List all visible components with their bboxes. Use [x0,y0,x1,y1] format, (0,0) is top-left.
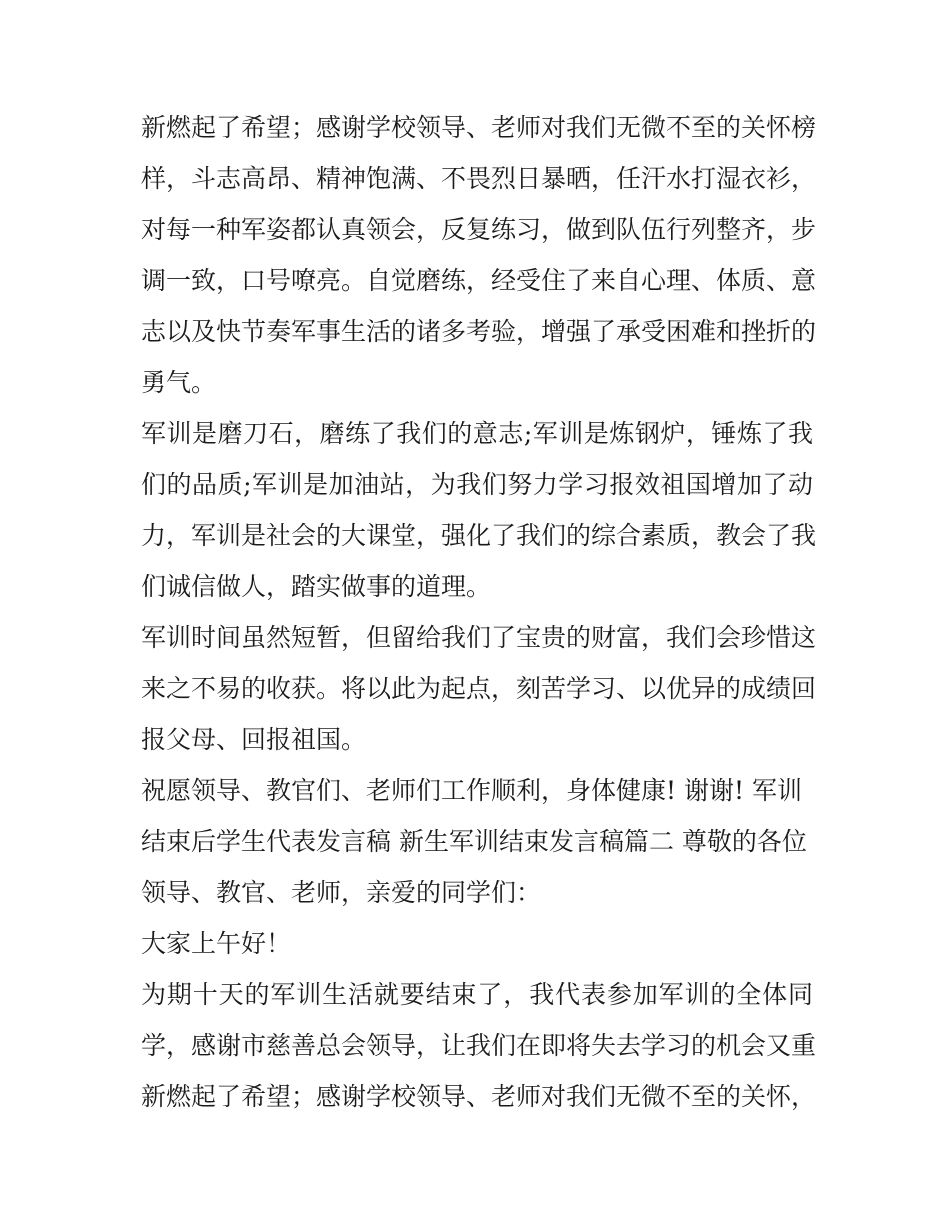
text-line-11: 军训时间虽然短暂，但留给我们了宝贵的财富，我们会珍惜这 [141,623,817,652]
text-line-2: 样，斗志高昂、精神饱满、不畏烈日暴晒，任汗水打湿衣衫， [141,164,817,193]
text-line-17: 大家上午好！ [141,929,292,958]
text-line-10: 们诚信做人，踏实做事的道理。 [141,572,492,601]
document-body [141,102,817,1122]
text-line-19: 学，感谢市慈善总会领导，让我们在即将失去学习的机会又重 [141,1031,817,1060]
text-line-15: 结束后学生代表发言稿 新生军训结束发言稿篇二 尊敬的各位 [141,827,807,856]
text-line-12: 来之不易的收获。将以此为起点，刻苦学习、以优异的成绩回 [141,674,817,703]
text-line-4: 调一致，口号嘹亮。自觉磨练，经受住了来自心理、体质、意 [141,266,817,295]
text-line-1: 新燃起了希望；感谢学校领导、老师对我们无微不至的关怀榜 [141,113,817,142]
text-line-7: 军训是磨刀石，磨练了我们的意志;军训是炼钢炉，锤炼了我 [141,419,813,448]
text-line-20: 新燃起了希望；感谢学校领导、老师对我们无微不至的关怀， [141,1082,817,1111]
text-line-6: 勇气。 [141,368,217,397]
text-line-13: 报父母、回报祖国。 [141,725,367,754]
text-line-16: 领导、教官、老师，亲爱的同学们： [141,878,542,907]
text-line-14: 祝愿领导、教官们、老师们工作顺利，身体健康! 谢谢! 军训 [141,776,802,805]
text-line-3: 对每一种军姿都认真领会，反复练习，做到队伍行列整齐，步 [141,215,817,244]
text-line-8: 们的品质;军训是加油站，为我们努力学习报效祖国增加了动 [141,470,813,499]
text-line-9: 力，军训是社会的大课堂，强化了我们的综合素质，教会了我 [141,521,817,550]
text-line-5: 志以及快节奏军事生活的诸多考验，增强了承受困难和挫折的 [141,317,817,346]
text-line-18: 为期十天的军训生活就要结束了，我代表参加军训的全体同 [141,980,813,1009]
